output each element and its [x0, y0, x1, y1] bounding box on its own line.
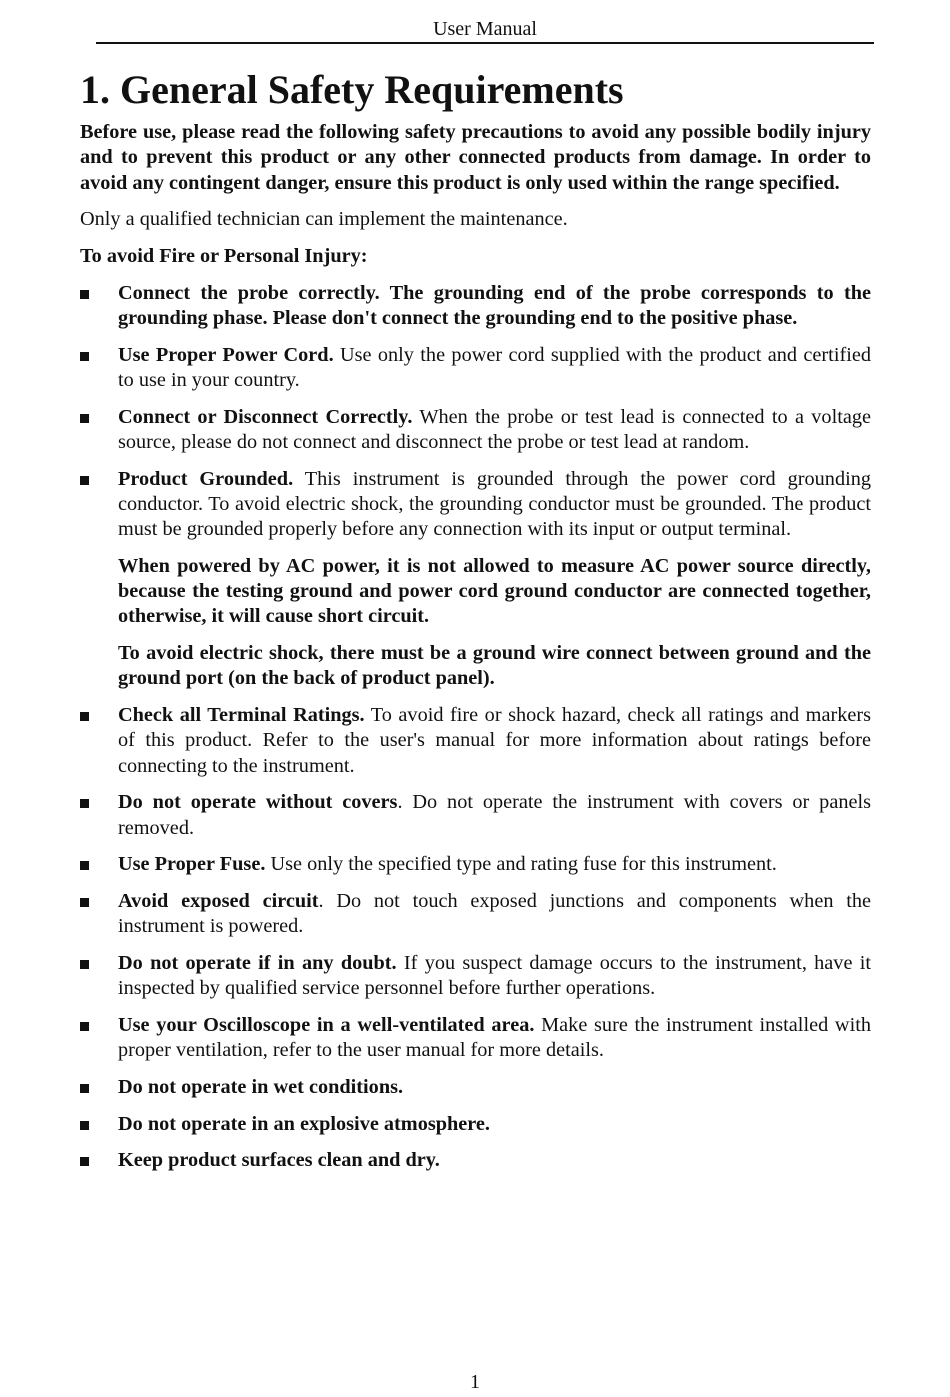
- list-item: [80, 790, 871, 841]
- item-lead: Check all Terminal Ratings.: [118, 704, 365, 727]
- square-bullet-icon: [80, 861, 89, 870]
- running-header: User Manual: [433, 18, 537, 40]
- intro-paragraph: Before use, please read the following safety precautions to avoid any possible bodily injury and to prevent this product or any other connected products from damage. In order to avoid any contingent danger, ensure this product is only used within the range specified.: [80, 121, 871, 194]
- list-item: [80, 1075, 871, 1100]
- list-item: [80, 703, 871, 779]
- square-bullet-icon: [80, 960, 89, 969]
- list-item: [80, 1148, 871, 1173]
- list-item: [80, 889, 871, 940]
- item-lead: Keep product surfaces clean and dry.: [118, 1149, 440, 1172]
- square-bullet-icon: [80, 712, 89, 721]
- item-lead: Avoid exposed circuit: [118, 890, 319, 913]
- list-item: [80, 1112, 871, 1137]
- header-rule: [96, 42, 874, 44]
- list-item: [80, 405, 871, 456]
- square-bullet-icon: [80, 290, 89, 299]
- item-lead: Use Proper Fuse.: [118, 853, 266, 876]
- square-bullet-icon: [80, 898, 89, 907]
- item-lead: Use your Oscilloscope in a well-ventilated area.: [118, 1014, 535, 1037]
- item-text: To avoid fire or shock hazard, check all ratings and markers of this product. Refer to the user's manual for more information about ratings before connecting to the instrument.: [118, 704, 872, 777]
- page-number: 1: [470, 1371, 480, 1393]
- ground-wire-warning: To avoid electric shock, there must be a ground wire connect between ground and the ground port (on the back of product panel).: [118, 642, 871, 690]
- square-bullet-icon: [80, 352, 89, 361]
- square-bullet-icon: [80, 799, 89, 808]
- list-item: [80, 467, 871, 692]
- item-text: Use only the power cord supplied with the product and certified to use in your country.: [118, 343, 871, 391]
- section-title: 1. General Safety Requirements: [80, 67, 624, 112]
- list-item: [80, 343, 871, 394]
- item-text: . Do not touch exposed junctions and components when the instrument is powered.: [118, 890, 871, 938]
- square-bullet-icon: [80, 1121, 89, 1130]
- item-text: This instrument is grounded through the power cord grounding conductor. To avoid electric shock, the grounding conductor must be grounded. The product must be grounded properly before any connection with its input or output terminal.: [118, 467, 871, 541]
- item-lead: Connect or Disconnect Correctly.: [118, 405, 413, 428]
- list-item: [80, 281, 871, 332]
- item-lead: Do not operate without covers: [118, 791, 398, 814]
- section-body: [80, 120, 871, 1185]
- item-lead: Product Grounded.: [118, 467, 294, 490]
- list-item: [80, 852, 871, 877]
- item-text: If you suspect damage occurs to the instrument, have it inspected by qualified service personnel before further operations.: [118, 952, 871, 1000]
- item-lead: Use Proper Power Cord.: [118, 343, 334, 366]
- item-lead: Do not operate in an explosive atmosphere.: [118, 1112, 490, 1135]
- list-item: [80, 951, 871, 1002]
- item-text: When the probe or test lead is connected to a voltage source, please do not connect and disconnect the probe or test lead at random.: [118, 405, 871, 453]
- safety-list: [80, 281, 871, 1174]
- ac-power-warning: When powered by AC power, it is not allowed to measure AC power source directly, because the testing ground and power cord ground conductor are connected together, otherwise, it will cause short circuit.: [118, 554, 871, 628]
- square-bullet-icon: [80, 1084, 89, 1093]
- square-bullet-icon: [80, 1157, 89, 1166]
- item-lead: Do not operate in wet conditions.: [118, 1076, 404, 1099]
- item-text: Make sure the instrument installed with proper ventilation, refer to the user manual for more details.: [118, 1014, 871, 1062]
- item-lead: Connect the probe correctly. The grounding end of the probe corresponds to the grounding phase. Please don't connect the grounding end to the positive phase.: [118, 281, 871, 329]
- item-text: Use only the specified type and rating fuse for this instrument.: [265, 853, 777, 876]
- item-lead: Do not operate if in any doubt.: [118, 952, 397, 975]
- qualified-note: Only a qualified technician can implement the maintenance.: [80, 208, 568, 231]
- square-bullet-icon: [80, 1022, 89, 1031]
- square-bullet-icon: [80, 414, 89, 423]
- item-text: . Do not operate the instrument with covers or panels removed.: [118, 791, 871, 839]
- square-bullet-icon: [80, 476, 89, 485]
- subheading: To avoid Fire or Personal Injury:: [80, 244, 368, 267]
- list-item: [80, 1013, 871, 1064]
